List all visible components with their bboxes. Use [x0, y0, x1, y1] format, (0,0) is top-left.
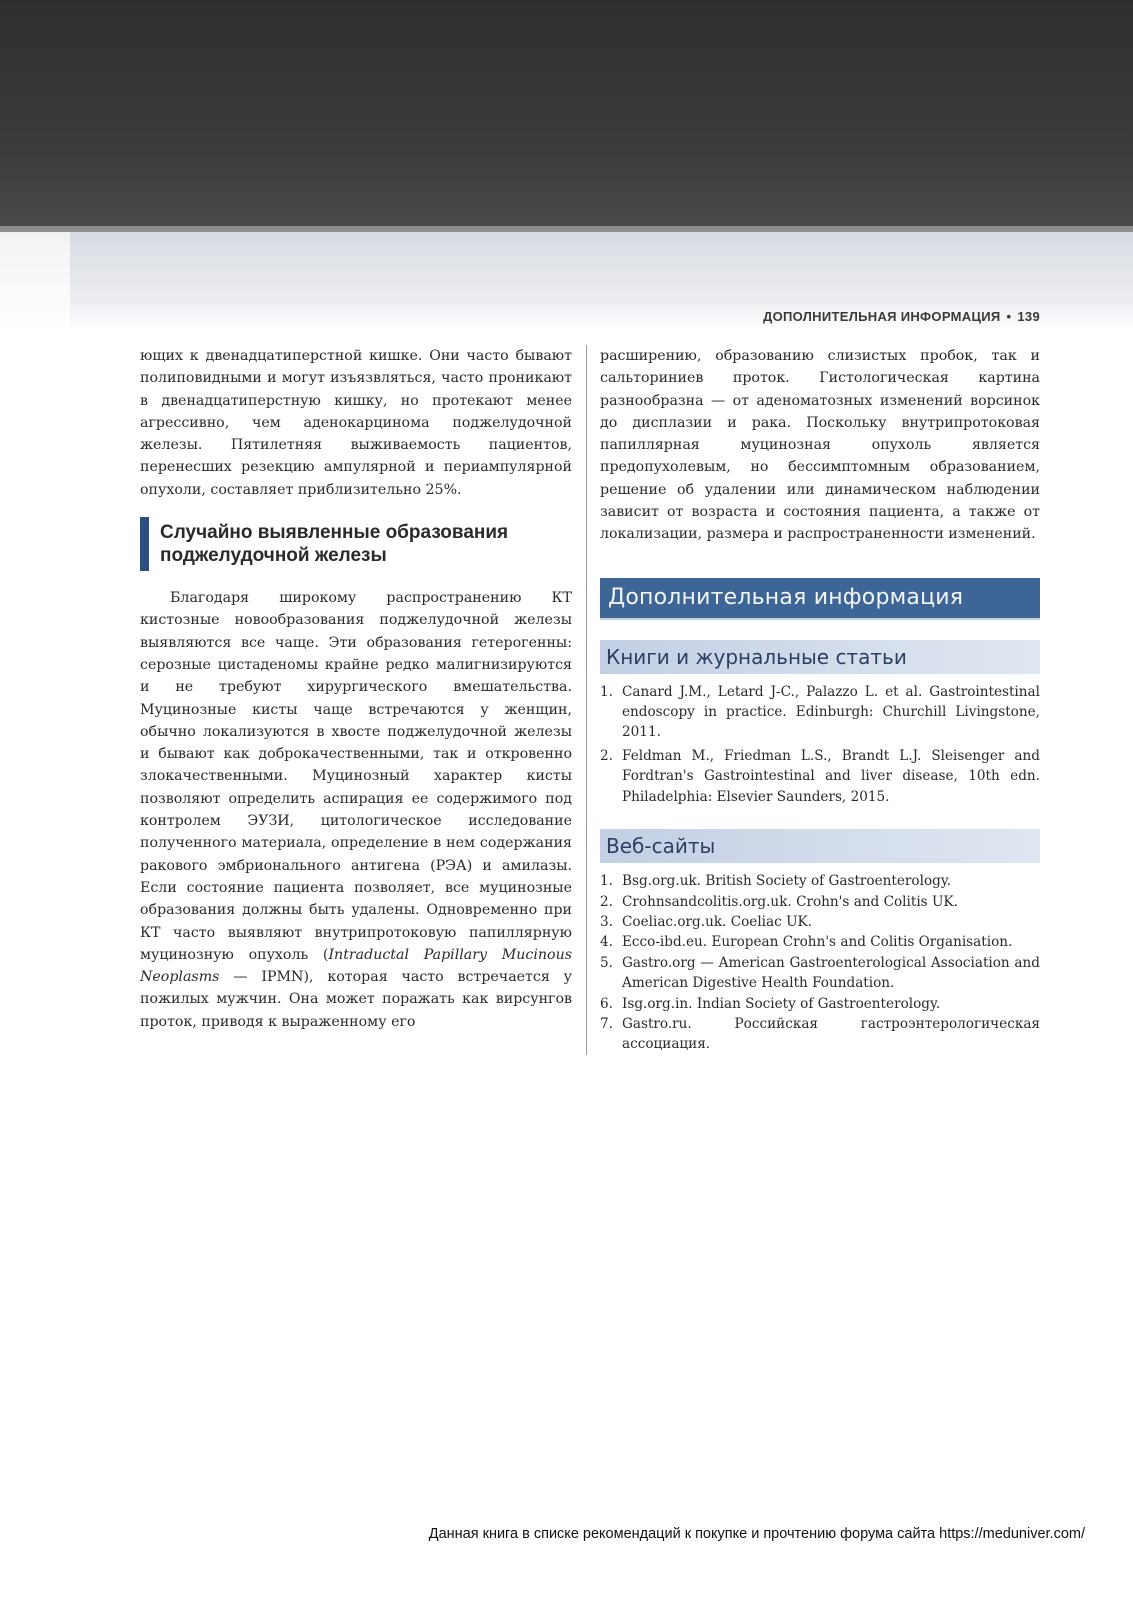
books-list [600, 682, 1040, 807]
subheading-text: Случайно выявленные образования поджелудочной железы [160, 522, 509, 567]
list-item: 2. Crohnsandcolitis.org.uk. Crohn's and Colitis UK. [600, 893, 958, 910]
list-item: 1. Canard J.M., Letard J-C., Palazzo L. et al. Gastrointestinal endoscopy in practice. Edinburgh: Churchill Livingstone, 2011. [600, 683, 1040, 741]
list-item: 7. Gastro.ru. Российская гастроэнтерологическая ассоциация. [600, 1015, 1040, 1053]
subheading-accent-bar [140, 517, 149, 571]
websites-list [600, 871, 1040, 1055]
footer-watermark-note: Данная книга в списке рекомендаций к покупке и прочтению форума сайта https://meduniver.com/ [428, 1526, 1085, 1542]
scan-dark-band [0, 0, 1133, 232]
left-paragraph-continuation: ющих к двенадцатиперстной кишке. Они часто бывают полиповидными и могут изъязвляться, часто проникают в двенадцатиперстную кишку, но протекают менее агрессивно, чем аденокарцинома поджелудочной железы. Пятилетняя выживаемость пациентов, перенесших резекцию ампулярной и периампулярной опухоли, составляет приблизительно 25%. [140, 348, 572, 498]
list-item: 3. Coeliac.org.uk. Coeliac UK. [600, 913, 813, 930]
page-edge-shade [0, 232, 70, 332]
left-paragraph-cystic-lesions [140, 587, 572, 1033]
page-number: 139 [1017, 309, 1040, 324]
sub-banner-websites: Веб-сайты [600, 829, 1040, 863]
column-divider [586, 345, 587, 1055]
paragraph-text-italic-term: Intraductal Papillary Mucinous Neoplasms [140, 946, 572, 986]
sub-banner-books: Книги и журнальные статьи [600, 640, 1040, 674]
list-item: 4. Ecco-ibd.eu. European Crohn's and Colitis Organisation. [600, 934, 1013, 951]
subheading-incidental-lesions [140, 517, 572, 571]
section-banner-additional-info: Дополнительная информация [600, 578, 1040, 618]
left-column [140, 345, 572, 1033]
paragraph-text-end: — IPMN), которая часто встречается у пожилых мужчин. Она может поражать как вирсунгов проток, приводя к выраженному его [140, 969, 572, 1030]
list-item: 2. Feldman M., Friedman L.S., Brandt L.J. Sleisenger and Fordtran's Gastrointestinal and liver disease, 10th edn. Philadelphia: Elsevier Saunders, 2015. [600, 747, 1040, 805]
running-head [640, 309, 1040, 324]
running-head-title: ДОПОЛНИТЕЛЬНАЯ ИНФОРМАЦИЯ [763, 309, 1001, 324]
running-head-separator: • [1006, 309, 1012, 324]
right-column [600, 345, 1040, 1055]
list-item: 1. Bsg.org.uk. British Society of Gastroenterology. [600, 873, 952, 890]
list-item: 5. Gastro.org — American Gastroenterological Association and American Digestive Health Foundation. [600, 954, 1040, 992]
right-paragraph-continuation: расширению, образованию слизистых пробок, так и сальториниев проток. Гистологическая картина разнообразна — от аденоматозных изменений ворсинок до дисплазии и рака. Поскольку внутрипротоковая папиллярная муцинозная опухоль является предопухолевым, но бессимптомным образованием, решение об удалении или динамическом наблюдении зависит от возраста и состояния пациента, а также от локализации, размера и распространенности изменений. [600, 348, 1040, 543]
list-item: 6. Isg.org.in. Indian Society of Gastroenterology. [600, 995, 941, 1012]
paragraph-text-start: Благодаря широкому распространению КТ кистозные новообразования поджелудочной железы выявляются все чаще. Эти образования гетерогенны: серозные цистаденомы крайне редко малигнизируются и не требуют хирургического вмешательства. Муцинозные кисты чаще встречаются у женщин, обычно локализуются в хвосте поджелудочной железы и бывают как доброкачественными, так и откровенно злокачественными. Муцинозный характер кисты позволяют определить аспирация ее содержимого под контролем ЭУЗИ, цитологическое исследование полученного материала, определение в нем содержания ракового эмбрионального антигена (РЭА) и амилазы. Если состояние пациента позволяет, все муцинозные образования должны быть удалены. Одновременно при КТ часто выявляют внутрипротоковую папиллярную муцинозную опухоль ( [140, 590, 572, 963]
